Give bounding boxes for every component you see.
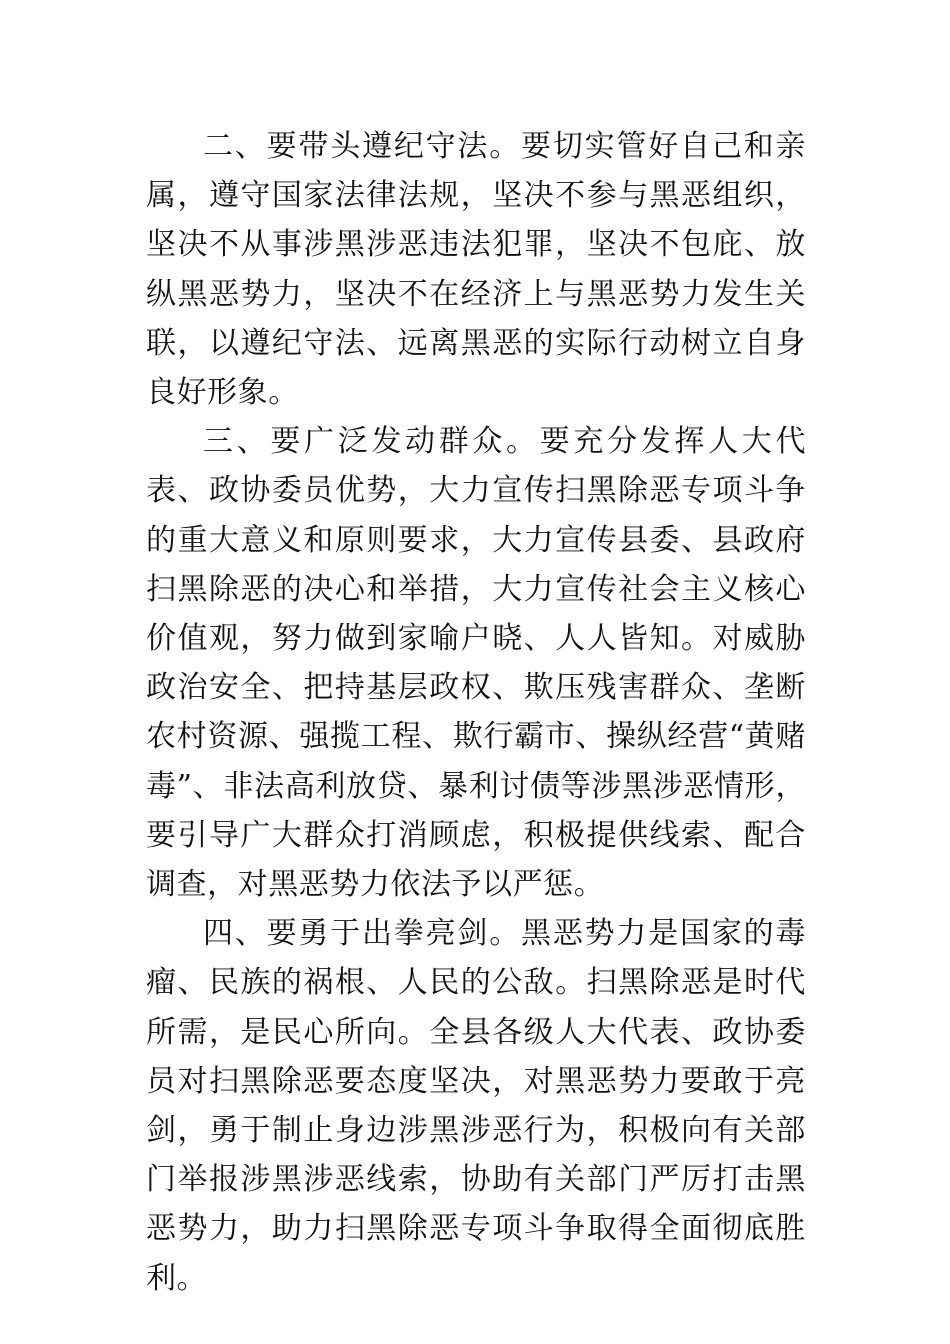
document-page [146, 122, 806, 1303]
paragraph-4: 四、要勇于出拳亮剑。黑恶势力是国家的毒瘤、民族的祸根、人民的公敌。扫黑除恶是时代所需，是民心所向。全县各级人大代表、政协委员对扫黑除恶要态度坚决，对黑恶势力要敢于亮剑，勇于制止身边涉黑涉恶行为，积极向有关部门举报涉黑涉恶线索，协助有关部门严厉打击黑恶势力，助力扫黑除恶专项斗争取得全面彻底胜利。 [146, 916, 806, 1296]
paragraph-2: 二、要带头遵纪守法。要切实管好自己和亲属，遵守国家法律法规，坚决不参与黑恶组织，坚决不从事涉黑涉恶违法犯罪，坚决不包庇、放纵黑恶势力，坚决不在经济上与黑恶势力发生关联，以遵纪守法、远离黑恶的实际行动树立自身良好形象。 [146, 129, 806, 411]
paragraph-3: 三、要广泛发动群众。要充分发挥人大代表、政协委员优势，大力宣传扫黑除恶专项斗争的重大意义和原则要求，大力宣传县委、县政府扫黑除恶的决心和举措，大力宣传社会主义核心价值观，努力做到家喻户晓、人人皆知。对威胁政治安全、把持基层政权、欺压残害群众、垄断农村资源、强揽工程、欺行霸市、操纵经营“黄赌毒”、非法高利放贷、暴利讨债等涉黑涉恶情形，要引导广大群众打消顾虑，积极提供线索、配合调查，对黑恶势力依法予以严惩。 [146, 424, 806, 903]
